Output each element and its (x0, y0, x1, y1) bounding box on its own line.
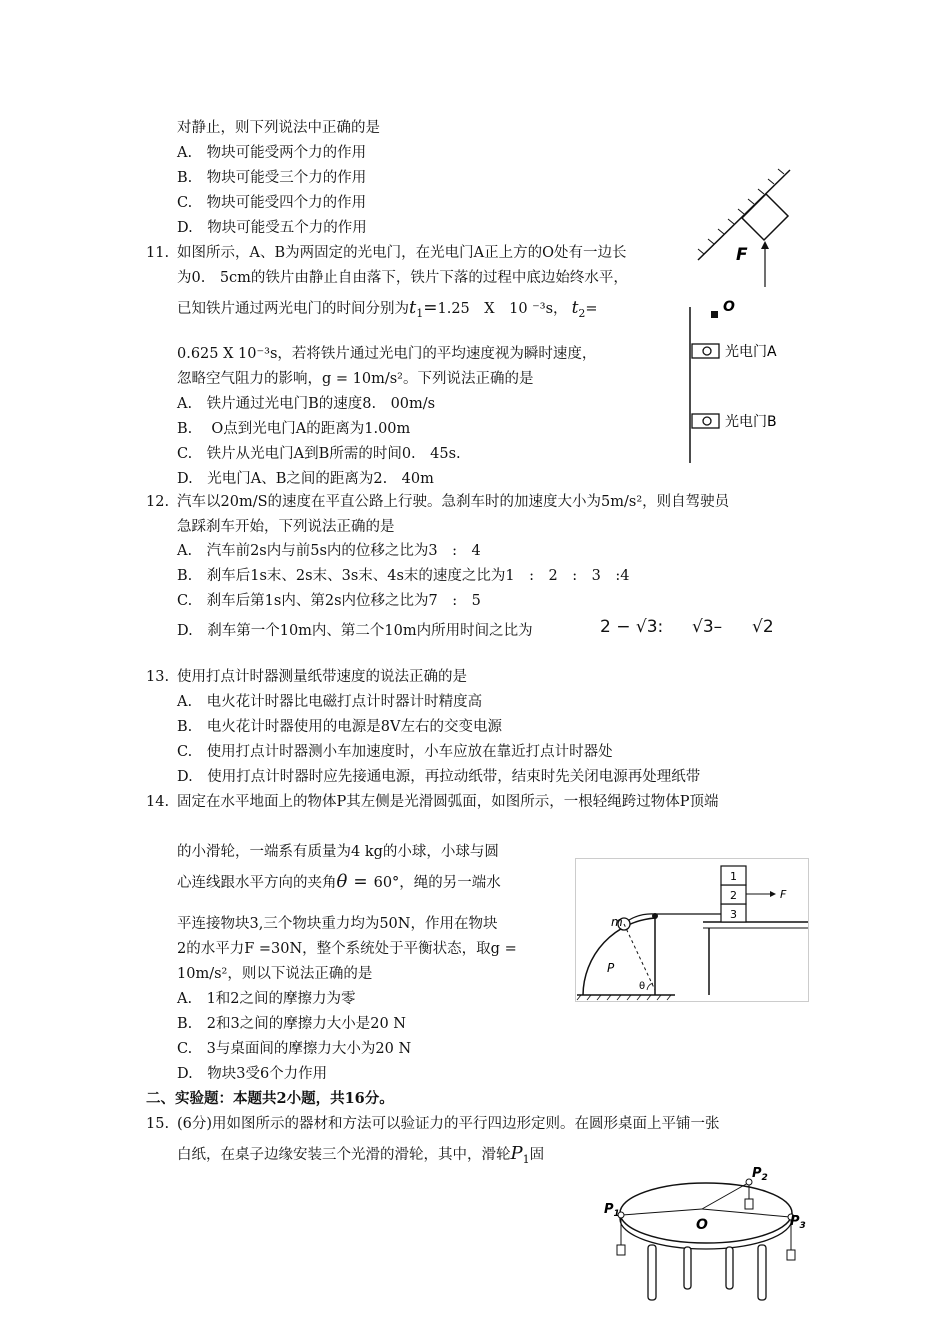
p1-tail: 固 (529, 1147, 545, 1163)
iron-piece (711, 311, 718, 318)
q14-number: 14. (146, 794, 170, 810)
block-2-label: 2 (730, 889, 737, 902)
q14-pulley-figure (575, 858, 810, 1003)
q15-table-figure (600, 1165, 812, 1305)
p1-label: $P_1$ (604, 1202, 620, 1219)
q11-option-c: C. 铁片从光电门A到B所需的时间0. 45s. (177, 446, 461, 462)
photogate-b (692, 414, 719, 428)
q14-line-4: 平连接物块3,三个物块重力均为50N，作用在物块 (177, 916, 498, 932)
q14-option-a: A. 1和2之间的摩擦力为零 (177, 991, 356, 1007)
q10-option-a: A. 物块可能受两个力的作用 (177, 145, 367, 161)
force-f-label: F (780, 888, 787, 901)
q10-stem-tail: 对静止，则下列说法中正确的是 (177, 120, 380, 136)
force-label: F (736, 245, 748, 265)
q10-option-c: C. 物块可能受四个力的作用 (177, 195, 367, 211)
weight-p3 (787, 1250, 795, 1260)
mass-label: m (611, 915, 623, 929)
q13-option-a: A. 电火花计时器比电磁打点计时器计时精度高 (177, 694, 483, 710)
q11-line-2: 为0. 5cm的铁片由静止自由落下，铁片下落的过程中底边始终水平， (177, 270, 628, 286)
q12-number: 12. (146, 494, 170, 510)
q12-ratio-2: √3– (692, 617, 723, 637)
t1-equals: = (423, 298, 438, 318)
p1-subscript: 1 (522, 1152, 530, 1166)
q14-option-c: C. 3与桌面间的摩擦力大小为20 N (177, 1041, 412, 1057)
q14-line-3 (177, 872, 501, 893)
section-2-heading: 二、实验题：本题共2小题，共16分。 (146, 1090, 394, 1107)
block (742, 194, 788, 240)
t1-symbol: t (409, 297, 417, 318)
q11-line-1: 如图所示，A、B为两固定的光电门，在光电门A正上方的O处有一边长 (177, 245, 627, 261)
point-o-label: O (723, 299, 735, 315)
q12-ratio-3: √2 (752, 617, 774, 637)
photogate-a (692, 344, 719, 358)
q15-line-1: (6分)用如图所示的器材和方法可以验证力的平行四边形定则。在圆形桌面上平铺一张 (177, 1116, 720, 1132)
q14-line-1: 固定在水平地面上的物体P其左侧是光滑圆弧面，如图所示，一根轻绳跨过物体P顶端 (177, 794, 719, 810)
q13-number: 13. (146, 669, 170, 685)
q11-line-5: 忽略空气阻力的影响，g = 10m/s²。下列说法正确的是 (177, 371, 534, 387)
photogate-b-label: 光电门B (725, 414, 777, 430)
block-3-label: 3 (730, 908, 737, 921)
q11-line-3-text: 已知铁片通过两光电门的时间分别为 (177, 301, 409, 317)
q14-line-5: 2的水平力F =30N，整个系统处于平衡状态，取g = (177, 941, 517, 957)
weight-p2 (745, 1199, 753, 1209)
q11-line-3 (177, 298, 598, 324)
weight-p1 (617, 1245, 625, 1255)
p3-label: $P_3$ (790, 1214, 806, 1231)
t2-symbol: t (571, 298, 579, 318)
q12-option-d: D. 刹车第一个10m内、第二个10m内所用时间之比为 (177, 623, 533, 639)
figure-frame (576, 859, 809, 1002)
q11-photogate-figure (685, 293, 800, 463)
q12-option-c: C. 刹车后第1s内、第2s内位移之比为7 : 5 (177, 593, 481, 609)
q14-option-b: B. 2和3之间的摩擦力大小是20 N (177, 1016, 406, 1032)
q10-option-d: D. 物块可能受五个力的作用 (177, 220, 367, 236)
force-arrowhead (761, 241, 769, 249)
q10-incline-figure (690, 165, 810, 290)
q14-line-3-text: 心连线跟水平方向的夹角 (177, 875, 337, 891)
force-f-arrowhead (770, 891, 776, 897)
q10-option-b: B. 物块可能受三个力的作用 (177, 170, 367, 186)
p2-label: $P_2$ (752, 1166, 768, 1183)
q13-option-b: B. 电火花计时器使用的电源是8V左右的交变电源 (177, 719, 502, 735)
q12-ratio-1: 2 − √3: (600, 617, 664, 637)
theta-equals: = (353, 872, 368, 892)
angle-label: θ (639, 981, 646, 992)
photogate-a-label: 光电门A (725, 344, 777, 360)
q12-line-2: 急踩刹车开始，下列说法正确的是 (177, 519, 395, 535)
q11-option-d: D. 光电门A、B之间的距离为2. 40m (177, 471, 434, 487)
table-legs (648, 1245, 766, 1300)
theta-symbol: θ (336, 871, 348, 892)
q13-option-d: D. 使用打点计时器时应先接通电源，再拉动纸带，结束时先关闭电源再处理纸带 (177, 769, 701, 785)
q11-option-b: B. O点到光电门A的距离为1.00m (177, 421, 411, 437)
block-1-label: 1 (730, 870, 737, 883)
q15-line-2 (177, 1144, 544, 1170)
q13-stem: 使用打点计时器测量纸带速度的说法正确的是 (177, 669, 467, 685)
q11-number: 11. (146, 245, 170, 261)
t1-value: 1.25 X 10 ⁻³s， (437, 301, 568, 317)
q12-line-1: 汽车以20m/S的速度在平直公路上行驶。急刹车时的加速度大小为5m/s²，则自驾驶员 (177, 494, 730, 510)
body-p-label: P (607, 961, 615, 975)
q14-line-6: 10m/s²，则以下说法正确的是 (177, 966, 373, 982)
q13-option-c: C. 使用打点计时器测小车加速度时，小车应放在靠近打点计时器处 (177, 744, 613, 760)
theta-tail: 60°，绳的另一端水 (373, 875, 501, 891)
q14-line-2: 的小滑轮，一端系有质量为4 kg的小球，小球与圆 (177, 844, 499, 860)
q14-option-d: D. 物块3受6个力作用 (177, 1066, 328, 1082)
q12-option-a: A. 汽车前2s内与前5s内的位移之比为3 : 4 (177, 543, 481, 559)
q11-option-a: A. 铁片通过光电门B的速度8. 00m/s (177, 396, 436, 412)
center-o-label: O (696, 1217, 708, 1233)
q12-option-b: B. 刹车后1s末、2s末、3s末、4s末的速度之比为1 : 2 : 3 :4 (177, 568, 630, 584)
t2-equals: = (585, 301, 598, 317)
t2-subscript: 2 (578, 306, 586, 320)
q11-line-4: 0.625 X 10⁻³s，若将铁片通过光电门的平均速度视为瞬时速度， (177, 346, 597, 362)
q15-number: 15. (146, 1116, 170, 1132)
p1-symbol: P (510, 1143, 523, 1164)
q15-line-2-text: 白纸，在桌子边缘安装三个光滑的滑轮，其中，滑轮 (177, 1147, 511, 1163)
t1-subscript: 1 (416, 306, 424, 320)
